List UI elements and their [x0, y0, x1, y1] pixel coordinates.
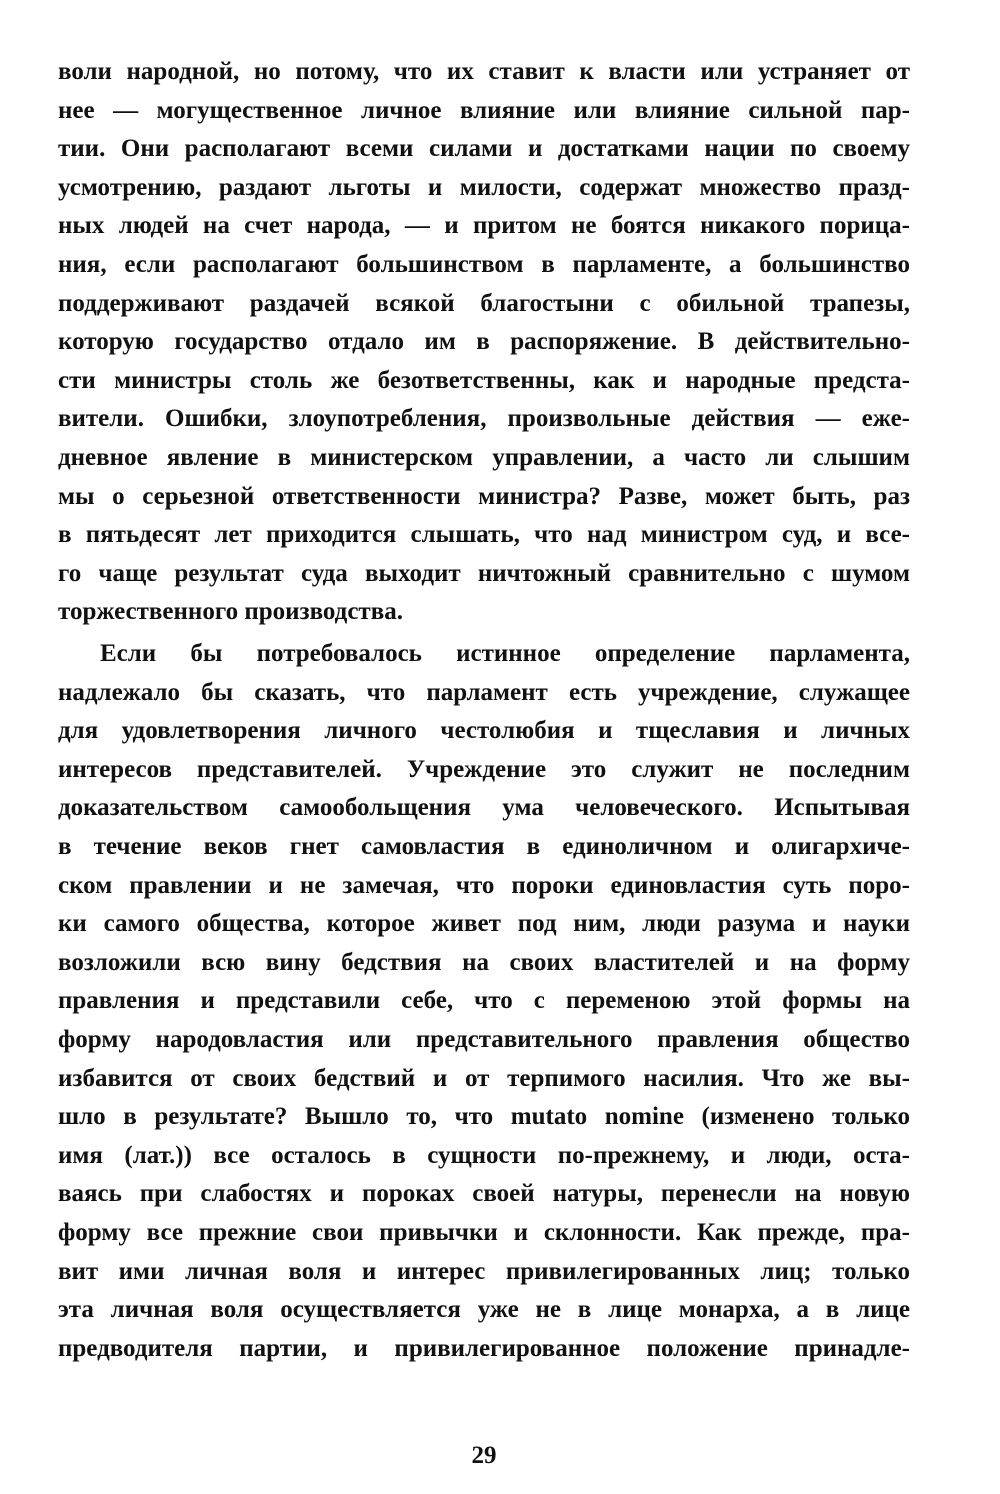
text-line: правления и представили себе, что с переменою этой формы на [58, 987, 910, 1015]
text-line: воли народной, но потому, что их ставит к власти или устраняет от [58, 58, 910, 85]
text-line: которую государство отдало им в распоряжение. В действительно- [58, 328, 910, 356]
text-line: форму все прежние свои привычки и склонности. Как прежде, пра- [58, 1219, 910, 1246]
text-line: дневное явление в министерском управлении, а часто ли слышим [58, 444, 910, 471]
text-line: имя (лат.)) все осталось в сущности по-прежнему, и люди, оста- [58, 1141, 910, 1169]
text-line: ния, если располагают большинством в парламенте, а большинство [58, 251, 910, 278]
text-line: шло в результате? Вышло то, что mutato nomine (изменено только [58, 1103, 910, 1131]
text-line: вит ими личная воля и интерес привилегированных лиц; только [58, 1257, 910, 1285]
text-line: мы о серьезной ответственности министра? Разве, может быть, раз [58, 482, 910, 510]
text-line: эта личная воля осуществляется уже не в лице монарха, а в лице [58, 1296, 910, 1324]
text-line: надлежало бы сказать, что парламент есть учреждение, служащее [58, 678, 910, 706]
text-line: ных людей на счет народа, — и притом не боятся никакого порица- [58, 212, 910, 240]
text-line: ском правлении и не замечая, что пороки единовластия суть поро- [58, 871, 910, 899]
text-line: доказательством самообольщения ума человеческого. Испытывая [58, 794, 910, 822]
text-line: ваясь при слабостях и пороках своей натуры, перенесли на новую [58, 1180, 910, 1208]
text-line: предводителя партии, и привилегированное положение принадле- [58, 1334, 910, 1362]
text-line: нее — могущественное личное влияние или влияние сильной пар- [58, 96, 910, 124]
text-line: сти министры столь же безответственны, как и народные предста- [58, 366, 910, 394]
text-line: интересов представителей. Учреждение это служит не последним [58, 755, 910, 783]
page-number: 29 [471, 1442, 497, 1469]
text-line: ки самого общества, которое живет под ним, люди разума и науки [58, 910, 910, 938]
text-line: избавится от своих бедствий и от терпимого насилия. Что же вы- [58, 1064, 910, 1092]
text-line: возложили всю вину бедствия на своих властителей и на форму [58, 948, 910, 976]
book-page [58, 52, 910, 1492]
text-line: тии. Они располагают всеми силами и достатками нации по своему [58, 135, 910, 163]
text-line: поддерживают раздачей всякой благостыни с обильной трапезы, [58, 289, 910, 317]
text-line: форму народовластия или представительного правления общество [58, 1026, 910, 1053]
text-line: в пятьдесят лет приходится слышать, что над министром суд, и все- [58, 521, 910, 549]
text-line: для удовлетворения личного честолюбия и тщеславия и личных [58, 717, 910, 745]
text-line: торжественного производства. [58, 598, 403, 626]
text-line: вители. Ошибки, злоупотребления, произвольные действия — еже- [58, 405, 910, 433]
text-line: Если бы потребовалось истинное определение парламента, [100, 640, 910, 667]
text-line: усмотрению, раздают льготы и милости, содержат множество празд- [58, 173, 910, 201]
text-line: го чаще результат суда выходит ничтожный сравнительно с шумом [58, 559, 910, 587]
text-line: в течение веков гнет самовластия в единоличном и олигархиче- [58, 833, 910, 860]
